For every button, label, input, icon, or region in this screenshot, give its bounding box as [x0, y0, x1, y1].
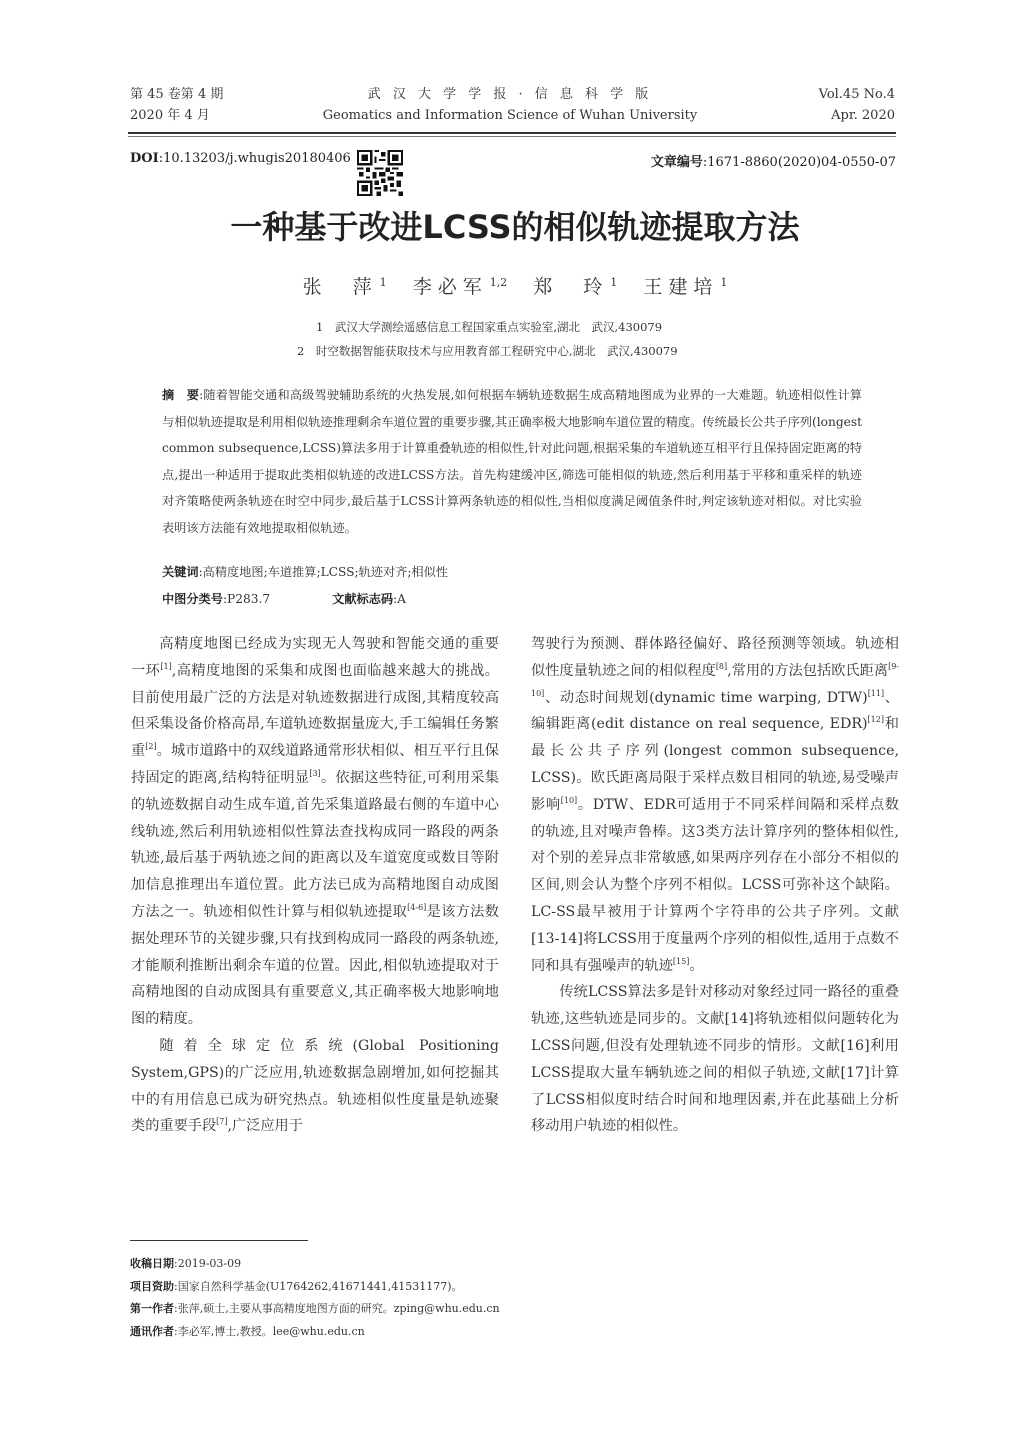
author-affiliation-mark: 1 [610, 275, 618, 289]
journal-name-cn: 武 汉 大 学 学 报 · 信 息 科 学 版 [367, 87, 653, 102]
author-affiliation-mark: 1 [379, 275, 387, 289]
author-name: 王建培 [643, 276, 719, 298]
header-rule-thin [128, 136, 896, 137]
citation[interactable]: [12] [867, 715, 884, 725]
author-name: 张 萍 [302, 276, 378, 298]
body-paragraph-continued [531, 631, 899, 979]
first-author-value: :张萍,硕士,主要从事高精度地图方面的研究。zping@whu.edu.cn [174, 1302, 500, 1315]
citation[interactable]: [15] [672, 956, 690, 966]
affiliation: 1 武汉大学测绘遥感信息工程国家重点实验室,湖北 武汉,430079 [316, 320, 663, 334]
article-number-label: 文章编号 [650, 155, 703, 170]
doi-label: DOI [130, 151, 159, 166]
abstract [162, 382, 862, 541]
doc-code-value: :A [393, 591, 406, 606]
body-column-right [531, 631, 899, 1231]
body-text: 随着全球定位系统(Global Positioning System,GPS)的广泛应用,轨迹数据急剧增加,如何挖掘其中的有用信息已成为研究热点。轨迹相似性度量是轨迹聚类的重要手段 [131, 1037, 499, 1135]
body-text: 。城市道路中的双线道路通常形状相似、相互平行且保持固定的距离,结构特征明显 [131, 743, 499, 786]
citation[interactable]: [9-10] [531, 661, 899, 698]
author [643, 276, 727, 298]
body-text: 、编辑距离(edit distance on real sequence, EDR) [531, 689, 899, 733]
journal-issue-info [130, 84, 223, 126]
author-name: 李必军 [412, 276, 488, 298]
qr-code-icon [357, 150, 403, 196]
citation[interactable]: [2] [145, 742, 157, 752]
corresponding-author-value: :李必军,博士,教授。lee@whu.edu.cn [174, 1324, 365, 1338]
body-text: 。依据这些特征,可利用采集的轨迹数据自动生成车道,首先采集道路最右侧的车道中心线轨迹,然后利用轨迹相似性算法查找构成同一路段的两条轨迹,最后基于两轨迹之间的距离以及车道宽度或数目等附加信息推理出车道位置。此方法已成为高精地图自动成图方法之一。轨迹相似性计算与相似轨迹提取 [131, 769, 499, 920]
keywords-value: :高精度地图;车道推算;LCSS;轨迹对齐;相似性 [198, 565, 448, 579]
keywords [162, 559, 448, 586]
header-rule [128, 132, 896, 134]
corresponding-author [130, 1321, 500, 1344]
author [303, 276, 387, 298]
citation[interactable]: [1] [160, 661, 172, 671]
author-affiliation-mark: 1,2 [489, 275, 508, 289]
body-paragraph: 传统LCSS算法多是针对移动对象经过同一路径的重叠轨迹,这些轨迹是同步的。文献[14]将轨迹相似问题转化为LCSS问题,但没有处理轨迹不同步的情形。文献[16]利用LCSS提取大量车辆轨迹之间的相似子轨迹,文献[17]计算了LCSS相似度时结合时间和地理因素,并在此基础上分析移动用户轨迹的相似性。 [531, 984, 899, 1135]
first-author-label: 第一作者 [130, 1302, 174, 1315]
citation[interactable]: [4-6] [407, 902, 427, 912]
issue-date-cn: 2020 年 4 月 [130, 108, 210, 123]
citation[interactable]: [8] [715, 661, 728, 671]
citation[interactable]: [11] [867, 688, 885, 698]
volume-en: Vol.45 No.4 [818, 87, 895, 102]
body-text: 是该方法数据处理环节的关键步骤,只有找到构成同一路段的两条轨迹,才能顺利推断出剩余车道的位置。因此,相似轨迹提取对于高精地图的自动成图具有重要意义,其正确率极大地影响地图的精度。 [131, 903, 499, 1028]
doc-code-label: 文献标志码 [332, 591, 394, 606]
journal-name-en: Geomatics and Information Science of Wuhan University [322, 108, 698, 123]
doi-value[interactable]: :10.13203/j.whugis20180406 [158, 151, 351, 166]
citation[interactable]: [10] [560, 795, 578, 805]
abstract-text: :随着智能交通和高级驾驶辅助系统的火热发展,如何根据车辆轨迹数据生成高精地图成为业界的一大难题。轨迹相似性计算与相似轨迹提取是利用相似轨迹推理剩余车道位置的重要步骤,其正确率极大地影响车道位置的精度。传统最长公共子序列(longest common subsequence,LCSS)算法多用于计算重叠轨迹的相似性,针对此问题,根据采集的车道轨迹互相平行且保持固定距离的特点,提出一种适用于提取此类相似轨迹的改进LCSS方法。首先构建缓冲区,筛选可能相似的轨迹,然后利用基于平移和重采样的轨迹对齐策略使两条轨迹在时空中同步,最后基于LCSS计算两条轨迹的相似性,当相似度满足阈值条件时,判定该轨迹对相似。对比实验表明该方法能有效地提取相似轨迹。 [162, 388, 863, 535]
keywords-label: 关键词 [162, 565, 199, 579]
classification [162, 586, 448, 613]
funding-label: 项目资助 [130, 1279, 174, 1293]
paper-title: 一种基于改进LCSS的相似轨迹提取方法 [230, 208, 800, 246]
doi [130, 151, 351, 166]
received-date-label: 收稿日期 [130, 1257, 174, 1270]
body-column-left [131, 631, 499, 1231]
abstract-label: 摘 要 [162, 388, 200, 402]
journal-name [300, 84, 720, 126]
author-name: 郑 玲 [533, 276, 609, 298]
corresponding-author-label: 通讯作者 [130, 1324, 174, 1338]
funding-value: :国家自然科学基金(U1764262,41671441,41531177)。 [174, 1279, 463, 1293]
body-text: 高精度地图已经成为实现无人驾驶和智能交通的重要一环 [131, 636, 499, 679]
body-text: 。 [689, 957, 704, 974]
author [533, 276, 617, 298]
body-paragraph [131, 631, 499, 1033]
volume-issue: 第 45 卷第 4 期 [130, 87, 224, 102]
issue-date-en: Apr. 2020 [831, 108, 895, 123]
footnote-rule [130, 1240, 308, 1241]
body-text: ,常用的方法包括欧氏距离 [727, 662, 889, 679]
author [413, 276, 508, 298]
received-date [130, 1253, 500, 1276]
received-date-value: :2019-03-09 [174, 1257, 242, 1270]
clc-label: 中图分类号 [162, 591, 223, 606]
article-number-value: :1671-8860(2020)04-0550-07 [702, 155, 896, 170]
journal-volume-en [819, 84, 895, 126]
citation[interactable]: [7] [216, 1117, 228, 1127]
first-author [130, 1298, 500, 1321]
body-text: ,广泛应用于 [227, 1118, 303, 1135]
body-text: ,高精度地图的采集和成图也面临越来越大的挑战。目前使用最广泛的方法是对轨迹数据进行成图,其精度较高但采集设备价格高昂,车道轨迹数据量庞大,手工编辑任务繁重 [131, 662, 499, 760]
author-list [120, 272, 910, 299]
body-paragraph [131, 1033, 499, 1140]
author-affiliation-mark: 1 [720, 275, 728, 289]
affiliation: 2 时空数据智能获取技术与应用教育部工程研究中心,湖北 武汉,430079 [297, 344, 678, 358]
clc-value: :P283.7 [222, 591, 271, 606]
body-text: 和最长公共子序列(longest common subsequence, LCSS)。欧氏距离局限于采样点数目相同的轨迹,易受噪声影响 [531, 716, 899, 813]
article-number [651, 151, 896, 170]
funding [130, 1276, 500, 1299]
citation[interactable]: [3] [309, 768, 321, 778]
footnotes [130, 1253, 500, 1343]
article-metadata [162, 559, 448, 612]
body-text: 。DTW、EDR可适用于不同采样间隔和采样点数的轨迹,且对噪声鲁棒。这3类方法计算序列的整体相似性,对个别的差异点非常敏感,如果两序列存在小部分不相似的区间,则会认为整个序列不相似。LCSS可弥补这个缺陷。LC-SS最早被用于计算两个字符串的公共子序列。文献[13-14]将LCSS用于度量两个序列的相似性,适用于点数不同和具有强噪声的轨迹 [531, 796, 899, 974]
body-text: 、动态时间规划(dynamic time warping, DTW) [544, 689, 868, 706]
body-text: 驾驶行为预测、群体路径偏好、路径预测等领域。轨迹相似性度量轨迹之间的相似程度 [531, 636, 899, 679]
